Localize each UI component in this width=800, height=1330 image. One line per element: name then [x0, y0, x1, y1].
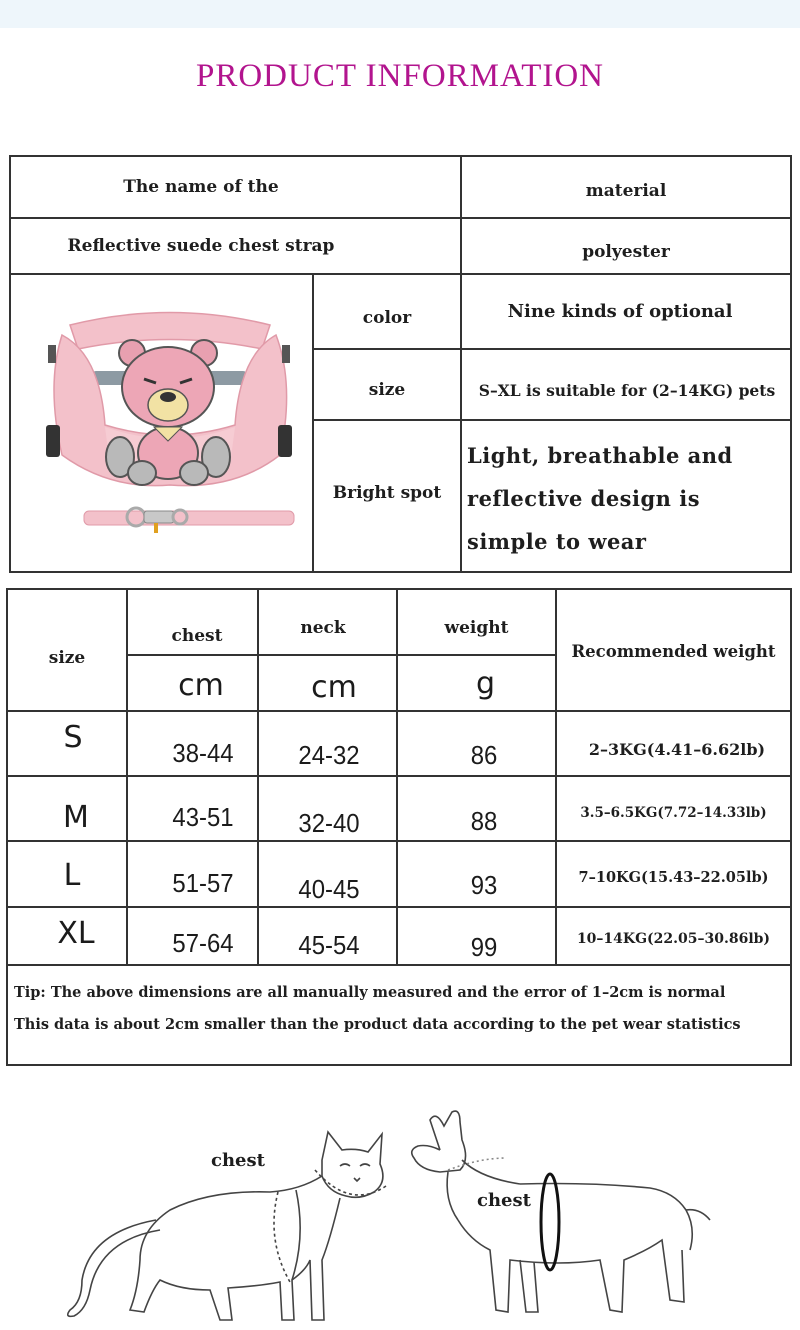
size-value: S–XL is suitable for (2–14KG) pets	[478, 380, 776, 400]
color-label: color	[362, 308, 412, 328]
table-row-xl-neck: 45-54	[298, 929, 360, 960]
size-label: size	[368, 380, 406, 400]
measurement-diagram	[0, 1080, 800, 1329]
table-row-xl-size: XL	[57, 915, 95, 951]
table-row-xl-chest: 57-64	[172, 927, 234, 958]
table-row-s-weight: 86	[470, 739, 498, 770]
tip-line-1: Tip: The above dimensions are all manually measured and the error of 1–2cm is normal	[14, 984, 726, 1001]
header-recommended: Recommended weight	[571, 641, 776, 661]
dog-chest-label: chest	[477, 1190, 531, 1211]
page-title: PRODUCT INFORMATION	[195, 58, 605, 94]
header-size: size	[48, 648, 86, 668]
name-label: The name of the	[123, 177, 279, 197]
table-row-xl-weight: 99	[470, 931, 498, 962]
name-value: Reflective suede chest strap	[67, 236, 335, 256]
table-row-l-size: L	[63, 857, 81, 893]
table-row-m-recommended: 3.5–6.5KG(7.72–14.33lb)	[580, 805, 767, 821]
table-row-xl-recommended: 10–14KG(22.05–30.86lb)	[576, 931, 771, 947]
table-row-s-chest: 38-44	[172, 737, 234, 768]
header-weight: weight	[444, 618, 509, 638]
top-band	[0, 0, 800, 28]
material-value: polyester	[582, 242, 670, 262]
table-row-l-weight: 93	[470, 869, 498, 900]
size-chart-table	[6, 588, 792, 1066]
table-row-s-size: S	[63, 719, 83, 755]
header-chest: chest	[171, 626, 223, 646]
tip-line-2: This data is about 2cm smaller than the product data according to the pet wear statistics	[14, 1016, 741, 1033]
header-weight-unit: g	[475, 665, 496, 701]
header-chest-unit: cm	[178, 667, 224, 703]
dog-outline-icon	[400, 1100, 720, 1329]
table-row-m-weight: 88	[470, 805, 498, 836]
cat-chest-label: chest	[211, 1150, 265, 1171]
pink-bear-harness-icon	[40, 305, 300, 555]
table-row-s-recommended: 2–3KG(4.41–6.62lb)	[588, 739, 766, 759]
bright-spot-label: Bright spot	[332, 483, 442, 503]
color-value: Nine kinds of optional	[507, 300, 733, 322]
table-row-l-neck: 40-45	[298, 873, 360, 904]
header-neck-unit: cm	[311, 669, 357, 705]
table-row-s-neck: 24-32	[298, 739, 360, 770]
table-row-m-chest: 43-51	[172, 801, 234, 832]
table-row-l-chest: 51-57	[172, 867, 234, 898]
table-row-m-size: M	[63, 799, 89, 835]
header-neck: neck	[300, 618, 346, 638]
table-row-m-neck: 32-40	[298, 807, 360, 838]
table-row-l-recommended: 7–10KG(15.43–22.05lb)	[578, 868, 769, 886]
material-label: material	[585, 181, 667, 201]
bright-spot-value: Light, breathable and reflective design is simple to wear	[467, 442, 733, 554]
